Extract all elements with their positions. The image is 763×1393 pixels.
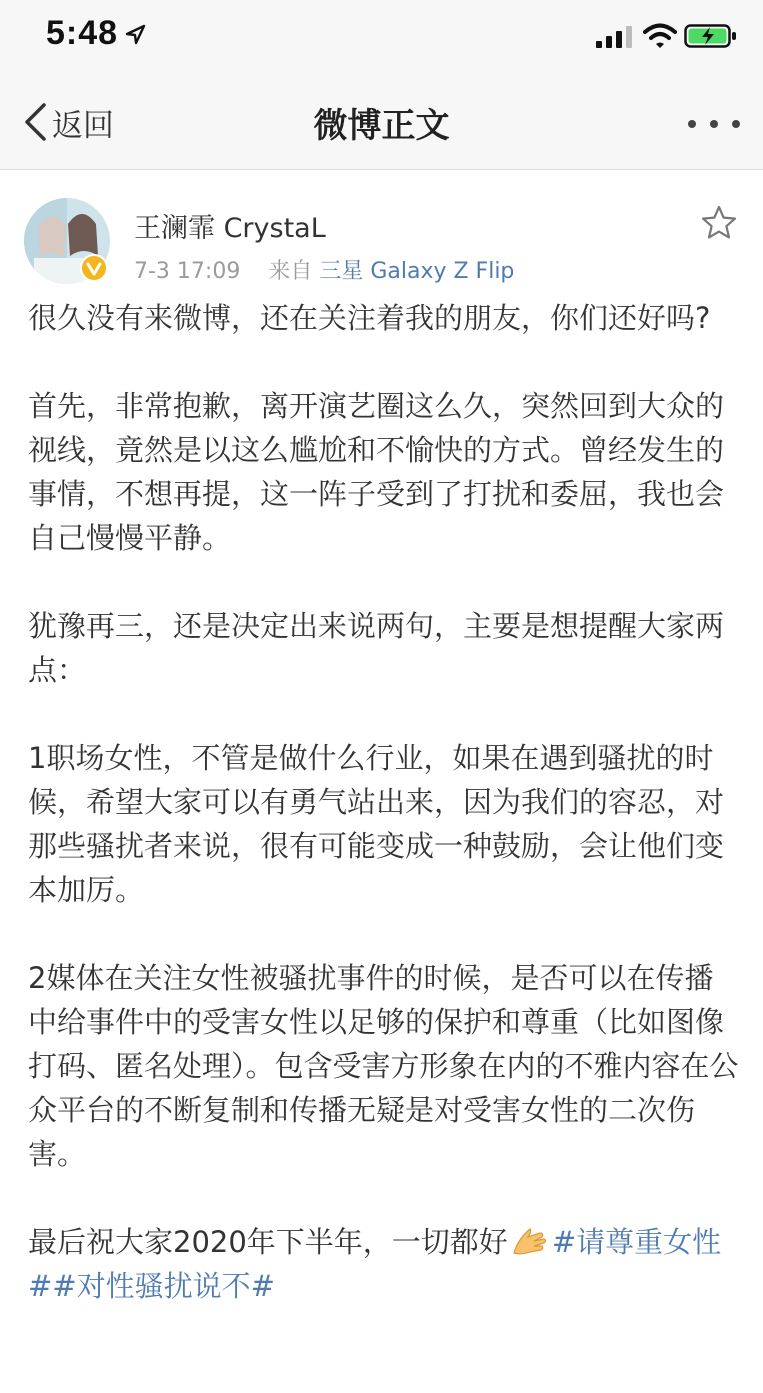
- location-arrow-icon: [124, 24, 146, 46]
- post-meta: [134, 254, 514, 285]
- source-prefix: 来自: [268, 259, 313, 284]
- back-label: 返回: [52, 107, 114, 144]
- post-paragraph: 1职场女性，不管是做什么行业，如果在遇到骚扰的时候，希望大家可以有勇气站出来，因为我们的容忍，对那些骚扰者来说，很有可能变成一种鼓励，会让他们变本加厉。: [28, 741, 725, 907]
- source-link[interactable]: 三星 Galaxy Z Flip: [319, 259, 515, 284]
- praying-hands-emoji-icon: [510, 1225, 550, 1257]
- favorite-star-icon[interactable]: [700, 204, 738, 242]
- post-paragraph: 2媒体在关注女性被骚扰事件的时候，是否可以在传播中给事件中的受害女性以足够的保护和尊重（比如图像打码、匿名处理）。包含受害方形象在内的不雅内容在公众平台的不断复制和传播无疑是对受害女性的二次伤害。: [28, 961, 739, 1171]
- status-time: 5:48: [46, 14, 119, 52]
- hashtag-link[interactable]: #请尊重女性#: [28, 1225, 722, 1303]
- post-body: [28, 296, 740, 1308]
- navigation-bar: [0, 70, 763, 170]
- wifi-icon: [643, 22, 677, 50]
- author-name[interactable]: 王澜霏 CrystaL: [134, 213, 326, 244]
- battery-charging-icon: [684, 22, 738, 50]
- signal-icon: [596, 26, 634, 48]
- post-header: [0, 170, 763, 290]
- post-closing: [28, 1220, 740, 1308]
- ellipsis-icon[interactable]: [684, 114, 744, 134]
- status-bar: [0, 0, 763, 70]
- closing-text: 最后祝大家2020年下半年，一切都好: [28, 1225, 508, 1259]
- hashtag-link[interactable]: #对性骚扰说不#: [52, 1269, 275, 1303]
- post-paragraph: 犹豫再三，还是决定出来说两句，主要是想提醒大家两点：: [28, 609, 725, 687]
- post-paragraph: 很久没有来微博，还在关注着我的朋友，你们还好吗?: [28, 301, 711, 335]
- page-title: 微博正文: [313, 106, 450, 146]
- post-paragraph: 首先，非常抱歉，离开演艺圈这么久，突然回到大众的视线，竟然是以这么尴尬和不愉快的方式。曾经发生的事情，不想再提，这一阵子受到了打扰和委屈，我也会自己慢慢平静。: [28, 389, 725, 555]
- post-time: 7-3 17:09: [134, 259, 241, 284]
- verified-badge-icon: [80, 254, 108, 282]
